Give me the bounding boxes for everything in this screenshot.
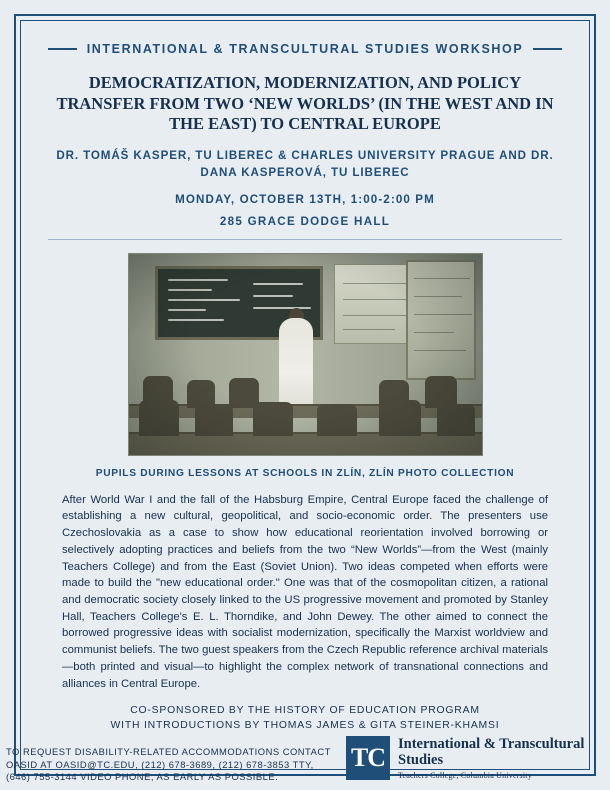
abstract-text: After World War I and the fall of the Habsburg Empire, Central Europe faced the challenge of establishing a new cultural, geopolitical, and socio-economic order. The presenters use Czechoslovakia as a case to show how educational reorientation involved borrowing or selectively adopting practices and beliefs from the two “New Worlds”—from the West (mainly Teachers College) and from the East (Soviet Union). Two ideas competed when efforts were made to build the "new educational order." One was that of the cosmopolitan citizen, a rational and democratic society closely linked to the US progressive movement and promoted by Stanley Hall, Teachers College's E. L. Thorndike, and John Dewey. The other aimed to connect the borrowed progressive ideas with socialist modernization, specifically the Marxist worldview and communist beliefs. The two guest speakers from the Czech Republic reference archival materials—both printed and visual—to highlight the complex network of transnational connections and alliances in Central Europe. xyxy=(62,493,548,690)
header-divider xyxy=(48,239,562,240)
series-rule-left xyxy=(48,48,77,50)
logo-institution-name: Teachers College, Columbia University xyxy=(398,771,532,781)
tc-logo xyxy=(346,736,604,780)
event-venue: 285 GRACE DODGE HALL xyxy=(219,214,391,228)
accessibility-notice: TO REQUEST DISABILITY-RELATED ACCOMMODATIONS CONTACT OASID AT OASID@TC.EDU, (212) 678-3689, (212) 678-3853 TTY, (646) 755-3144 VIDEO PHONE, AS EARLY AS POSSIBLE. xyxy=(6,745,331,783)
logo-text xyxy=(398,736,604,780)
series-title: INTERNATIONAL & TRANSCULTURAL STUDIES WORKSHOP xyxy=(86,42,524,56)
sponsor-line-2: WITH INTRODUCTIONS BY THOMAS JAMES & GITA STEINER-KHAMSI xyxy=(110,720,500,732)
page-title: DEMOCRATIZATION, MODERNIZATION, AND POLICY TRANSFER FROM TWO ‘NEW WORLDS’ (IN THE WEST AND IN THE EAST) TO CENTRAL EUROPE xyxy=(56,73,554,134)
sponsor-line-1: CO-SPONSORED BY THE HISTORY OF EDUCATION PROGRAM xyxy=(130,705,480,717)
logo-department-name: International & Transcultural Studies xyxy=(398,735,585,769)
tc-monogram: TC xyxy=(350,743,386,773)
photo-vignette xyxy=(129,254,482,455)
series-header xyxy=(48,42,562,56)
sponsor-info xyxy=(48,703,562,733)
classroom-photo xyxy=(128,253,483,456)
photo-caption: PUPILS DURING LESSONS AT SCHOOLS IN ZLÍN, ZLÍN PHOTO COLLECTION xyxy=(95,467,515,479)
poster-footer xyxy=(0,736,610,784)
series-rule-right xyxy=(533,48,562,50)
tc-shield-icon xyxy=(346,736,390,780)
poster-content xyxy=(14,14,596,776)
event-datetime: MONDAY, OCTOBER 13TH, 1:00-2:00 PM xyxy=(175,192,435,206)
speakers: DR. TOMÁŠ KASPER, TU LIBEREC & CHARLES UNIVERSITY PRAGUE AND DR. DANA KASPEROVÁ, TU LIBEREC xyxy=(56,148,554,180)
